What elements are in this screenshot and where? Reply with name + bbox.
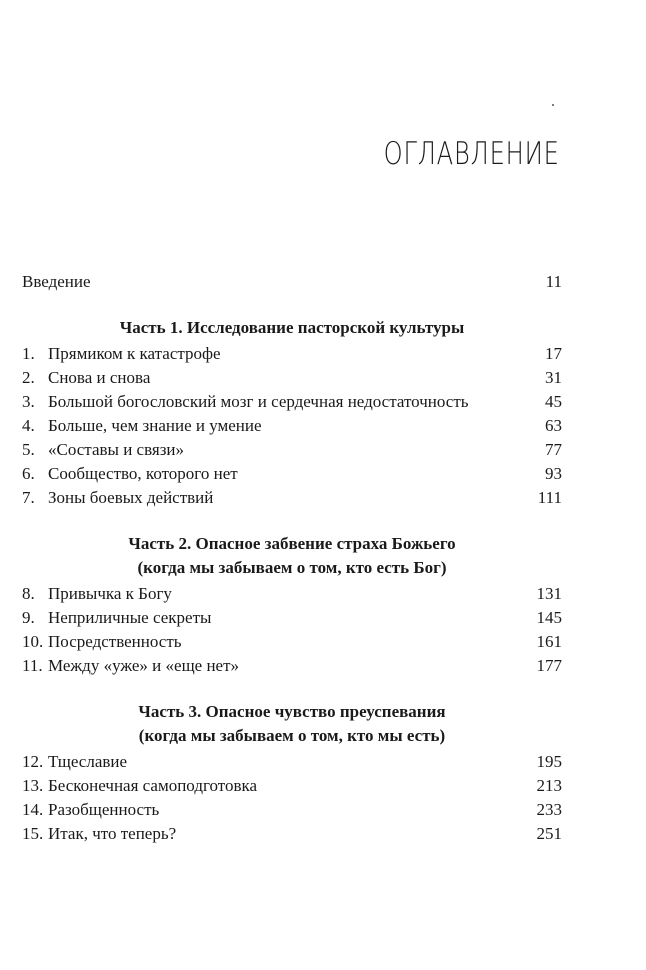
toc-entry-label: Разобщенность [48,800,160,819]
toc-entry-number: 3. [22,392,35,411]
toc-entry-page: 111 [537,488,562,507]
toc-entry-label: «Составы и связи» [48,440,185,459]
toc-part-2 [22,532,562,678]
toc-entry-label: Больше, чем знание и умение [48,416,262,435]
toc-entry-page: 195 [536,752,562,771]
page-title: ОГЛАВЛЕНИЕ [383,136,560,172]
toc-entry-label: Посредственность [48,632,182,651]
toc-entry-page: 93 [545,464,562,483]
toc-entry-number: 14. [22,800,44,819]
toc-entry-intro[interactable] [22,270,562,294]
toc-entry[interactable] [22,438,562,462]
part-subheading: (когда мы забываем о том, кто есть Бог) [137,558,447,577]
toc-entry-number: 9. [22,608,35,627]
toc-entry[interactable] [22,654,562,678]
toc-entry-number: 13. [22,776,44,795]
toc-part-3 [22,700,562,846]
toc-entry[interactable] [22,822,562,846]
toc-entry[interactable] [22,462,562,486]
toc-entry-label: Большой богословский мозг и сердечная недостаточность [48,392,469,411]
part-heading: Часть 2. Опасное забвение страха Божьего [128,534,456,553]
toc-entry-label: Зоны боевых действий [48,488,214,507]
toc-entry-label: Введение [22,272,91,291]
toc-entry-number: 11. [22,656,43,675]
toc-entry-page: 31 [545,368,562,387]
toc-entry[interactable] [22,750,562,774]
toc-entry-label: Между «уже» и «еще нет» [48,656,240,675]
toc-entry-page: 63 [545,416,562,435]
toc-entry-page: 233 [536,800,562,819]
toc-entry-number: 6. [22,464,35,483]
toc-entry[interactable] [22,366,562,390]
toc-entry-label: Неприличные секреты [48,608,212,627]
toc-entry-number: 7. [22,488,35,507]
toc-entry[interactable] [22,582,562,606]
toc-entry[interactable] [22,606,562,630]
toc-entry-page: 161 [536,632,562,651]
toc-entry-label: Бесконечная самоподготовка [48,776,258,795]
toc-entry-page: 177 [536,656,562,675]
toc-entry-label: Привычка к Богу [48,584,172,603]
toc-entry-number: 10. [22,632,44,651]
toc-entry[interactable] [22,390,562,414]
toc-entry-page: 251 [536,824,562,843]
toc-entry[interactable] [22,630,562,654]
part-subheading: (когда мы забываем о том, кто мы есть) [138,726,446,745]
toc-entry-page: 17 [545,344,562,363]
toc-entry-page: 131 [536,584,562,603]
part-heading: Часть 1. Исследование пасторской культуры [119,318,465,337]
toc-entry[interactable] [22,774,562,798]
toc-part-1 [22,316,562,510]
toc-entry-page: 45 [545,392,562,411]
toc-entry-label: Снова и снова [48,368,151,387]
toc-entry-label: Итак, что теперь? [48,824,177,843]
toc-entry-label: Прямиком к катастрофе [48,344,221,363]
toc-entry-number: 2. [22,368,35,387]
part-heading: Часть 3. Опасное чувство преуспевания [138,702,446,721]
toc-entry-number: 12. [22,752,44,771]
toc-entry-page: 213 [536,776,562,795]
toc-entry-number: 4. [22,416,35,435]
toc-entry-page: 77 [545,440,562,459]
toc-entry[interactable] [22,342,562,366]
toc-entry-label: Сообщество, которого нет [48,464,238,483]
toc-entry[interactable] [22,486,562,510]
toc-intro [22,270,562,294]
toc-entry-number: 15. [22,824,44,843]
toc-entry-number: 8. [22,584,35,603]
toc-entry-page: 145 [536,608,562,627]
toc-entry-page: 11 [545,272,562,291]
toc-entry-label: Тщеславие [48,752,128,771]
toc-entry-number: 1. [22,344,35,363]
toc-entry[interactable] [22,414,562,438]
page-speck [552,104,554,106]
toc-entry-number: 5. [22,440,35,459]
toc-entry[interactable] [22,798,562,822]
